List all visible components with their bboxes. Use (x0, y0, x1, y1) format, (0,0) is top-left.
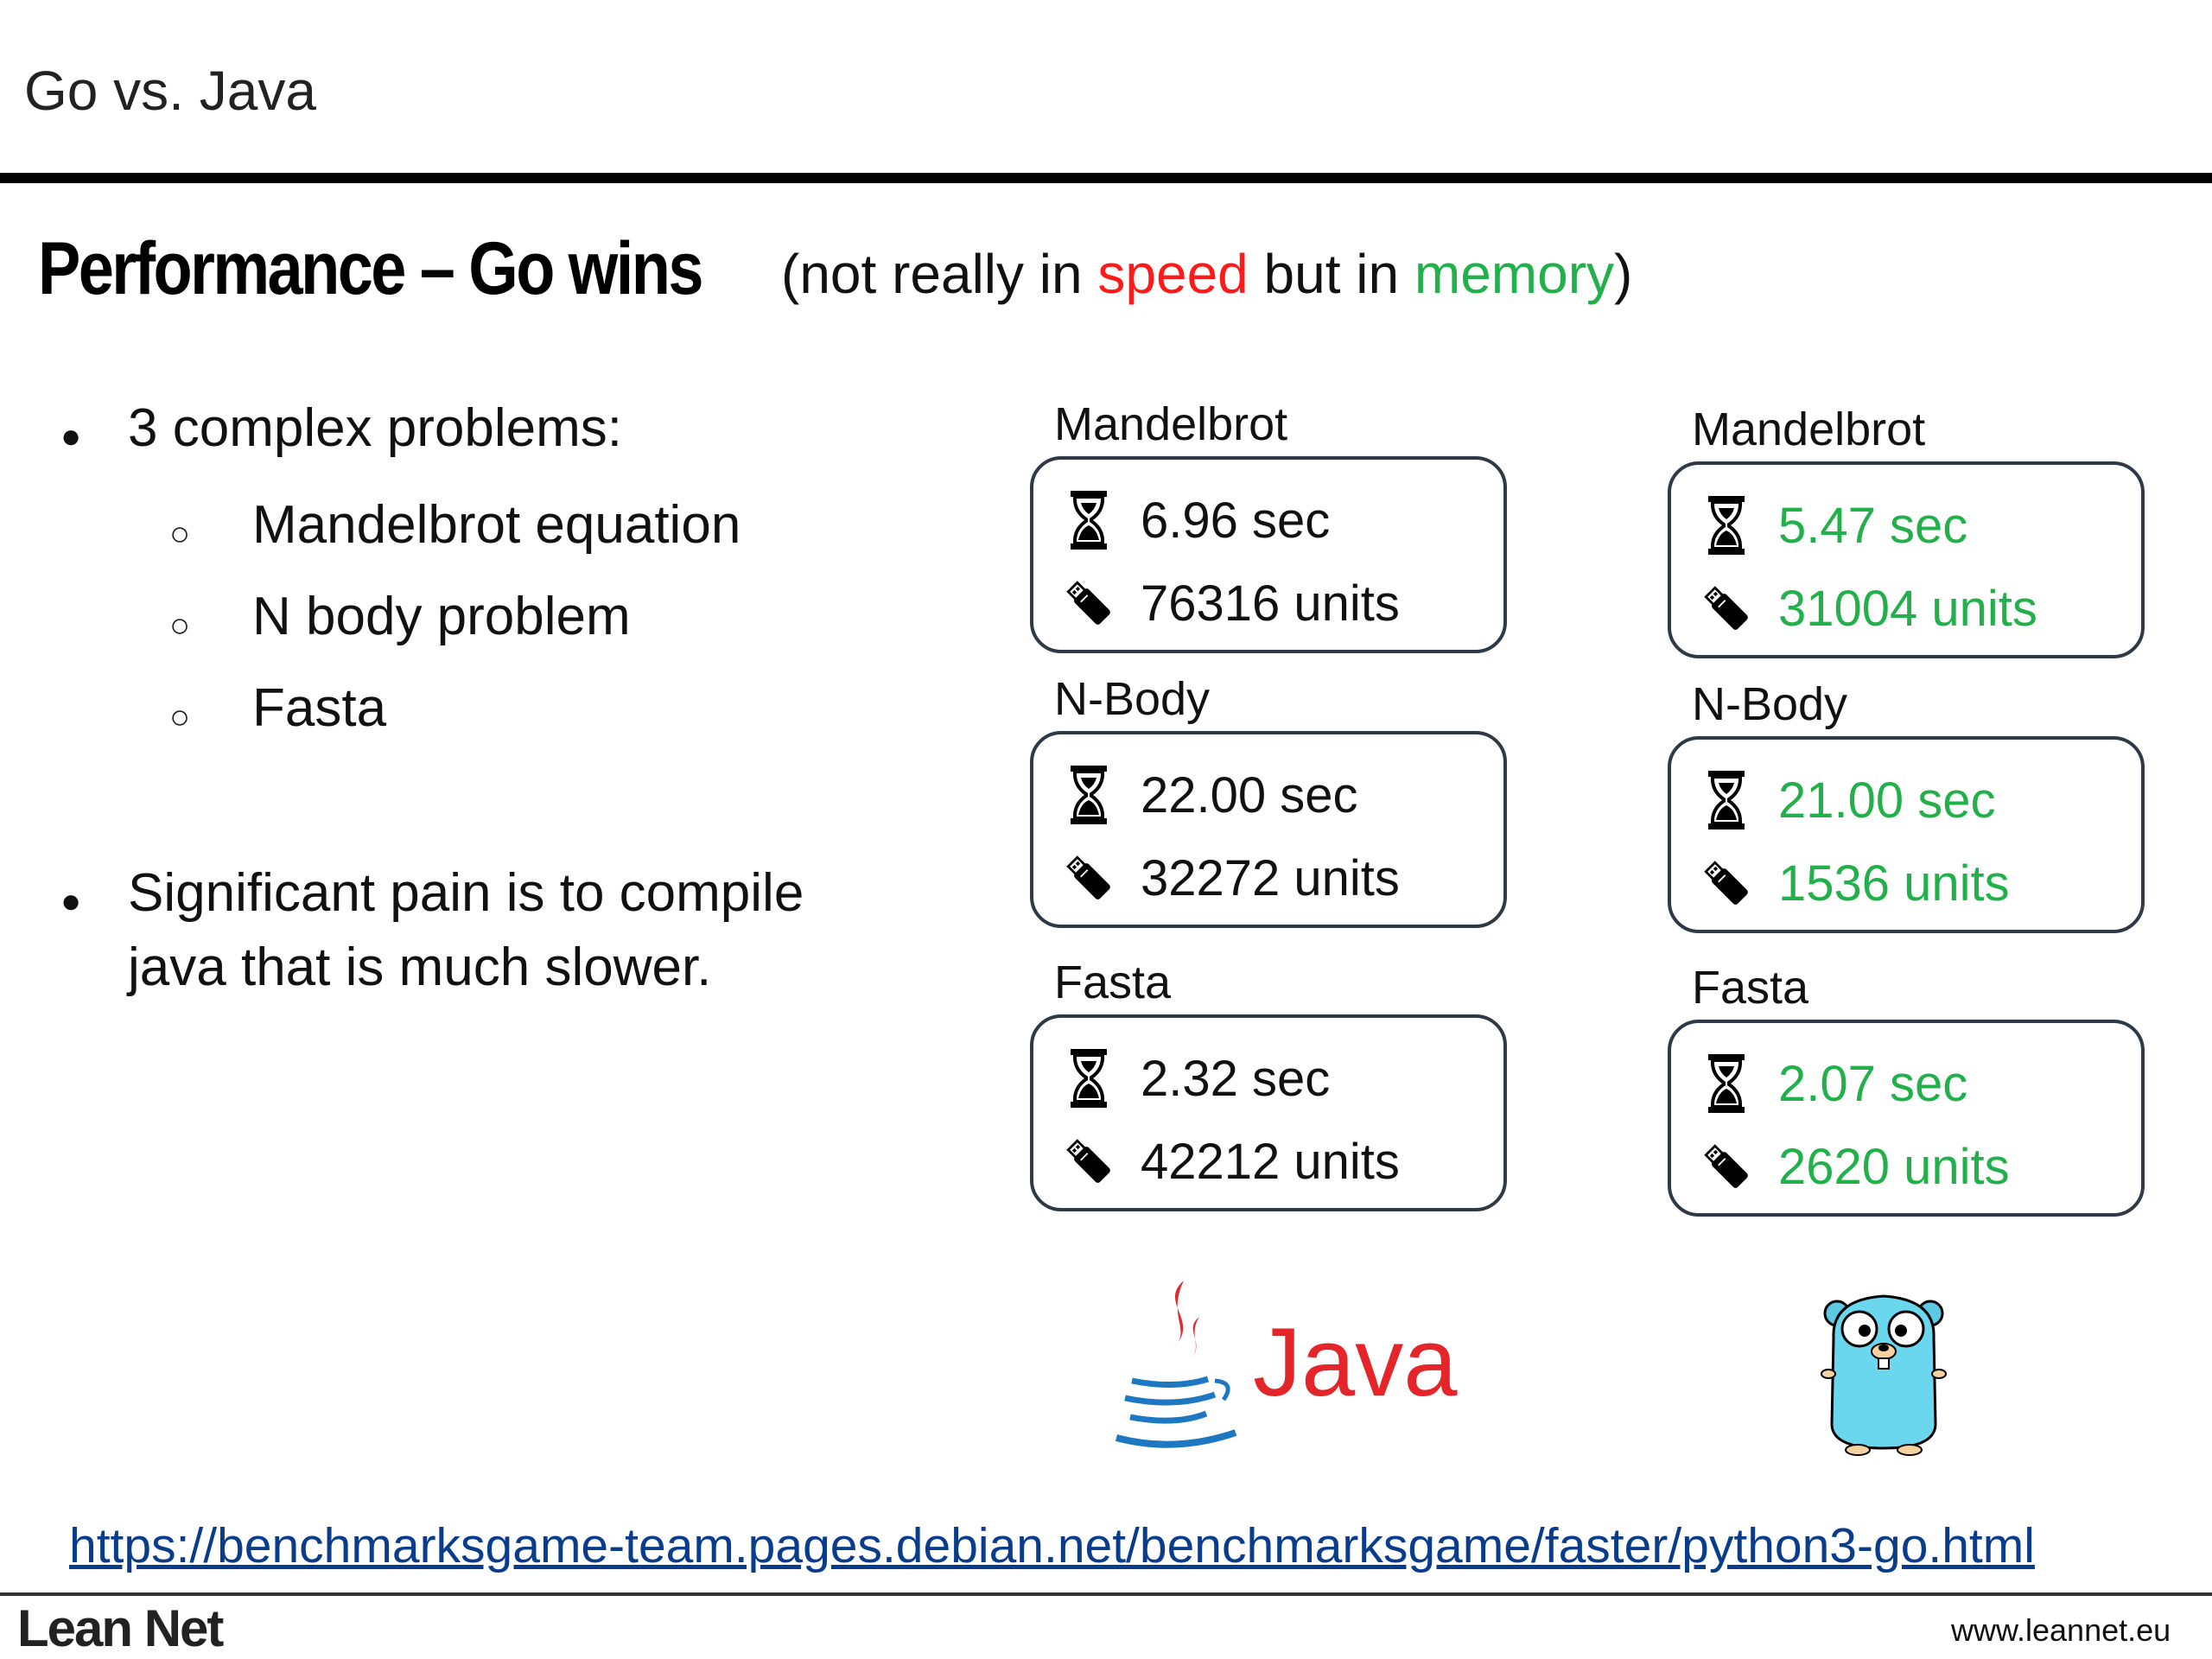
java-fasta-time: 2.32 sec (1141, 1050, 1331, 1107)
heading-text: Performance – Go wins (38, 227, 702, 310)
go-nbody-memory: 1536 units (1778, 855, 2010, 912)
go-fasta-memory: 2620 units (1778, 1138, 2010, 1195)
usb-stick-icon (1065, 1130, 1113, 1192)
usb-stick-icon (1702, 1135, 1751, 1198)
footer-divider (0, 1592, 2212, 1596)
java-mandelbrot-box (1030, 456, 1507, 653)
java-logo-text: Java (1253, 1308, 1458, 1416)
java-nbody-box (1030, 731, 1507, 928)
go-fasta-time: 2.07 sec (1778, 1055, 1968, 1112)
java-logo (1106, 1277, 1458, 1459)
usb-stick-icon (1065, 572, 1113, 634)
java-fasta-memory: 42212 units (1141, 1133, 1400, 1190)
subtitle-memory: memory (1414, 243, 1614, 305)
java-fasta-label: Fasta (1054, 957, 1172, 1008)
bullet-problems (60, 399, 81, 461)
bullet-compile-line1: Significant pain is to compile (128, 863, 804, 923)
header-divider (0, 173, 2212, 183)
go-fasta-box (1668, 1020, 2145, 1217)
heading-subtitle (781, 242, 1632, 306)
bullet-problems-text: 3 complex problems: (128, 398, 623, 458)
subtitle-close: ) (1614, 243, 1633, 305)
hourglass-icon (1065, 489, 1113, 551)
usb-stick-icon (1702, 852, 1751, 914)
java-nbody-time: 22.00 sec (1141, 766, 1358, 823)
go-gopher-logo (1815, 1277, 1953, 1459)
sub-bullet-marker: ○ (169, 607, 191, 645)
go-mandelbrot-box (1668, 461, 2145, 658)
usb-stick-icon (1702, 577, 1751, 639)
hourglass-icon (1065, 1047, 1113, 1109)
gopher-icon (1815, 1277, 1953, 1459)
usb-stick-icon (1065, 847, 1113, 909)
bullet-compile-line2: java that is much slower. (128, 938, 712, 997)
subtitle-mid: but in (1248, 243, 1414, 305)
leannet-logo (17, 1599, 222, 1658)
hourglass-icon (1702, 494, 1751, 556)
leannet-logo-text: Lean Net (17, 1599, 223, 1657)
hourglass-icon (1702, 769, 1751, 831)
sub-bullet-fasta: Fasta (252, 678, 387, 738)
subtitle-open: (not really in (781, 243, 1098, 305)
java-nbody-label: N-Body (1054, 673, 1211, 725)
sub-bullet-mandelbrot: Mandelbrot equation (252, 495, 741, 555)
slide-title: Go vs. Java (24, 60, 316, 122)
sub-bullet-nbody: N body problem (252, 587, 631, 646)
bullet-dot: ● (60, 417, 82, 455)
go-fasta-label: Fasta (1692, 962, 1809, 1014)
hourglass-icon (1702, 1052, 1751, 1115)
sub-bullet-marker: ○ (169, 698, 191, 736)
java-nbody-memory: 32272 units (1141, 849, 1400, 906)
footer-website: www.leannet.eu (1951, 1612, 2171, 1648)
java-mandelbrot-memory: 76316 units (1141, 575, 1400, 632)
subtitle-speed: speed (1097, 243, 1249, 305)
hourglass-icon (1065, 764, 1113, 826)
go-nbody-box (1668, 736, 2145, 933)
benchmark-source-link[interactable]: https://benchmarksgame-team.pages.debian.net/benchmarksgame/faster/python3-go.html (69, 1518, 2035, 1573)
java-coffee-cup-icon (1106, 1277, 1244, 1459)
java-fasta-box (1030, 1014, 1507, 1211)
java-mandelbrot-time: 6.96 sec (1141, 492, 1331, 549)
java-mandelbrot-label: Mandelbrot (1054, 398, 1288, 450)
go-nbody-time: 21.00 sec (1778, 772, 1996, 829)
go-mandelbrot-time: 5.47 sec (1778, 497, 1968, 554)
section-heading (38, 226, 810, 312)
bullet-compile (60, 864, 81, 925)
bullet-dot: ● (60, 882, 82, 920)
go-mandelbrot-memory: 31004 units (1778, 580, 2037, 637)
go-mandelbrot-label: Mandelbrot (1692, 404, 1926, 455)
sub-bullet-marker: ○ (169, 515, 191, 553)
go-nbody-label: N-Body (1692, 678, 1848, 730)
